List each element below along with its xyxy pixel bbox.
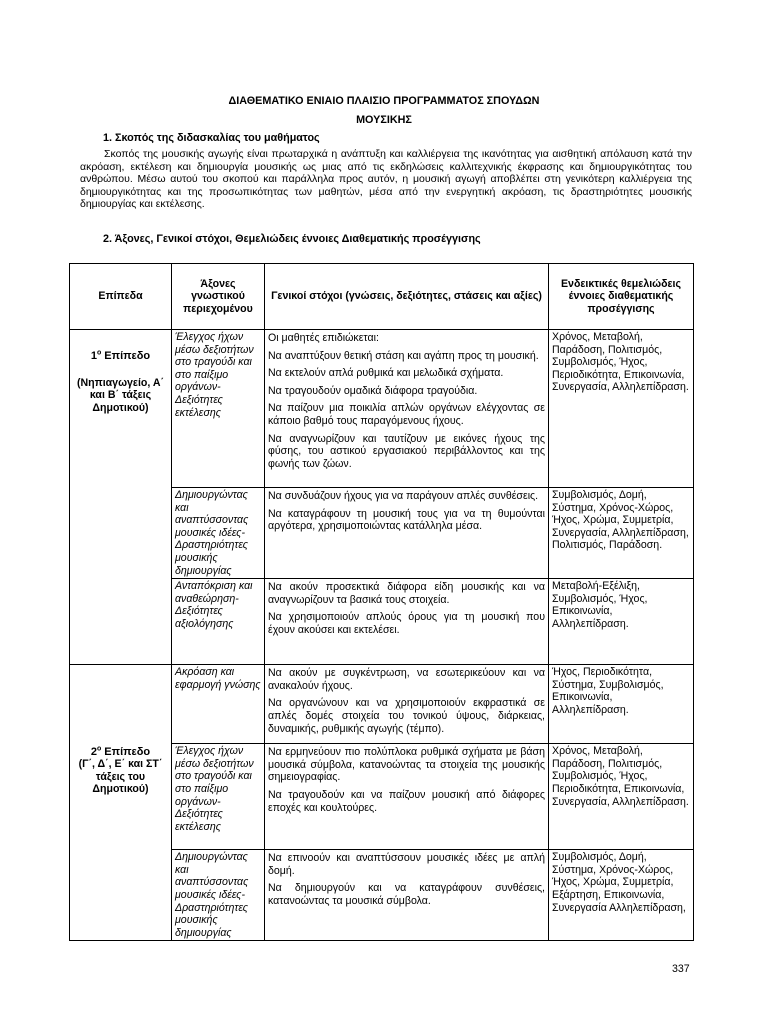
level-2-empty-cell (70, 665, 172, 744)
level-1-description: (Νηπιαγωγείο, Α΄ και Β΄ τάξεις Δημοτικού) (76, 376, 165, 414)
concepts-cell: Χρόνος, Μεταβολή, Παράδοση, Πολιτισμός, Συμβολισμός, Ήχος, Περιοδικότητα, Επικοινωνία, Συνεργασία, Αλληλεπίδραση. (549, 744, 694, 850)
section-1-heading: 1. Σκοπός της διδασκαλίας του μαθήματος (103, 132, 320, 144)
goal-item: Να συνδυάζουν ήχους για να παράγουν απλές συνθέσεις. (268, 490, 539, 502)
document-title: ΔΙΑΘΕΜΑΤΙΚΟ ΕΝΙΑΙΟ ΠΛΑΙΣΙΟ ΠΡΟΓΡΑΜΜΑΤΟΣ ΣΠΟΥΔΩΝ (228, 95, 540, 107)
concepts-cell: Χρόνος, Μεταβολή, Παράδοση, Πολιτισμός, Συμβολισμός, Ήχος, Περιοδικότητα, Επικοινωνία, Συνεργασία, Αλληλεπίδραση. (549, 330, 694, 488)
section-1-paragraph: Σκοπός της μουσικής αγωγής είναι πρωταρχικά η ανάπτυξη και καλλιέργεια της ικανότητας για αισθητική απόλαυση κατά την ακρόαση, εκτέλεση και δημιουργία μουσικής ως μιας από τις εκδηλώσεις καλλιτεχνικής έκφρασης και δημιουργικότητας του ανθρώπου. Μέσω αυτού του σκοπού και παράλληλα προς αυτόν, η μουσική αγωγή αποβλέπει στη γενικότερη καλλιέργεια της δημιουργικότητας και της προσωπικότητας των μαθητών, μέσα από την ενεργητική ακρόαση, τις δραστηριότητες μουσικής δημιουργίας και εκτέλεσης. (80, 148, 692, 211)
goals-cell (265, 488, 549, 579)
table-row (70, 665, 694, 744)
goal-item: Να ερμηνεύουν πιο πολύπλοκα ρυθμικά σχήματα με βάση μουσικά σύμβολα, κατανοώντας τα στοιχεία της μουσικής σημειογραφίας. (268, 746, 545, 784)
goal-item: Να αναπτύξουν θετική στάση και αγάπη προς τη μουσική. (268, 349, 539, 362)
concepts-cell: Συμβολισμός, Δομή, Σύστημα, Χρόνος-Χώρος, Ήχος, Χρώμα, Συμμετρία, Συνεργασία, Αλληλεπίδραση, Πολιτισμός, Παράδοση. (549, 488, 694, 579)
goal-item: Να καταγράφουν τη μουσική τους για να τη θυμούνται αργότερα, χρησιμοποιώντας κατάλληλα μέσα. (268, 507, 545, 533)
axis-cell: Ακρόαση και εφαρμογή γνώσης (172, 665, 265, 744)
level-2-cell: $2^o$ Επίπεδο (Γ΄, Δ΄, Ε΄ και ΣΤ΄ τάξεις του Δημοτικού) (70, 744, 172, 941)
goal-item: Οι μαθητές επιδιώκεται: (268, 332, 379, 344)
goals-cell (265, 579, 549, 665)
section-2-heading: 2. Άξονες, Γενικοί στόχοι, Θεμελιώδεις έννοιες Διαθεματικής προσέγγισης (103, 233, 481, 245)
axis-cell: Ανταπόκριση και αναθεώρηση- Δεξιότητες αξιολόγησης (172, 579, 265, 665)
goal-item: Να ακούν με συγκέντρωση, να εσωτερικεύουν και να ανακαλούν ήχους. (268, 667, 545, 692)
table-row (70, 330, 694, 488)
goal-item: Να χρησιμοποιούν απλούς όρους για τη μουσική που έχουν ακούσει και εκτελέσει. (268, 611, 545, 636)
concepts-cell: Μεταβολή-Εξέλιξη, Συμβολισμός, Ήχος, Επικοινωνία, Αλληλεπίδραση. (549, 579, 694, 665)
goals-cell (265, 850, 549, 941)
level-1-cell: $1^o$ Επίπεδο (Νηπιαγωγείο, Α΄ και Β΄ τάξεις Δημοτικού) (70, 330, 172, 665)
goals-cell (265, 744, 549, 850)
table-header-row (70, 264, 694, 330)
header-levels: Επίπεδα (70, 264, 172, 330)
axis-cell: Δημιουργώντας και αναπτύσσοντας μουσικές ιδέες- Δραστηριότητες μουσικής δημιουργίας (172, 850, 265, 941)
header-concepts: Ενδεικτικές θεμελιώδεις έννοιες διαθεματικής προσέγγισης (549, 264, 694, 330)
goal-item: Να παίζουν μια ποικιλία απλών οργάνων ελέγχοντας σε κάποιο βαθμό τους παραγόμενους ήχους. (268, 402, 545, 427)
goal-item: Να τραγουδούν ομαδικά διάφορα τραγούδια. (268, 384, 478, 397)
axis-cell: Έλεγχος ήχων μέσω δεξιοτήτων στο τραγούδι και στο παίξιμο οργάνων- Δεξιότητες εκτέλεσης (172, 744, 265, 850)
axis-cell: Δημιουργώντας και αναπτύσσοντας μουσικές ιδέες- Δραστηριότητες μουσικής δημιουργίας (172, 488, 265, 579)
page-number: 337 (672, 963, 690, 975)
axis-cell: Έλεγχος ήχων μέσω δεξιοτήτων στο τραγούδι και στο παίξιμο οργάνων- Δεξιότητες εκτέλεσης (172, 330, 265, 488)
goal-item: Να οργανώνουν και να χρησιμοποιούν εκφραστικά σε απλές δομές στοιχεία του τονικού ύψους, διάρκειας, δυναμικής, ρυθμικής αγωγής (τέμπο). (268, 697, 545, 735)
goal-item: Να δημιουργούν και να καταγράφουν συνθέσεις, κατανοώντας τα μουσικά σύμβολα. (268, 882, 545, 907)
concepts-cell: Συμβολισμός, Δομή, Σύστημα, Χρόνος-Χώρος, Ήχος, Χρώμα, Συμμετρία, Εξάρτηση, Επικοινωνία, Συνεργασία Αλληλεπίδραση, (549, 850, 694, 941)
goal-item: Να τραγουδούν και να παίζουν μουσική από διάφορες εποχές και κουλτούρες. (268, 788, 545, 814)
curriculum-table (69, 263, 694, 941)
goal-item: Να αναγνωρίζουν και ταυτίζουν με εικόνες ήχους της φύσης, του αστικού εργασιακού περιβάλλοντος και της φωνής των ζώων. (268, 432, 545, 470)
goals-cell (265, 330, 549, 488)
goal-item: Να ακούν προσεκτικά διάφορα είδη μουσικής και να αναγνωρίζουν τα βασικά τους στοιχεία. (268, 581, 545, 606)
goals-cell (265, 665, 549, 744)
concepts-cell: Ήχος, Περιοδικότητα, Σύστημα, Συμβολισμός, Επικοινωνία, Αλληλεπίδραση. (549, 665, 694, 744)
level-2-description: (Γ΄, Δ΄, Ε΄ και ΣΤ΄ τάξεις του Δημοτικού) (78, 758, 163, 796)
header-goals: Γενικοί στόχοι (γνώσεις, δεξιότητες, στάσεις και αξίες) (265, 264, 549, 330)
goal-item: Να εκτελούν απλά ρυθμικά και μελωδικά σχήματα. (268, 367, 504, 380)
header-axes: Άξονες γνωστικού περιεχομένου (172, 264, 265, 330)
table-row (70, 744, 694, 850)
document-subtitle: ΜΟΥΣΙΚΗΣ (356, 114, 412, 126)
goal-item: Να επινοούν και αναπτύσσουν μουσικές ιδέες με απλή δομή. (268, 852, 545, 877)
